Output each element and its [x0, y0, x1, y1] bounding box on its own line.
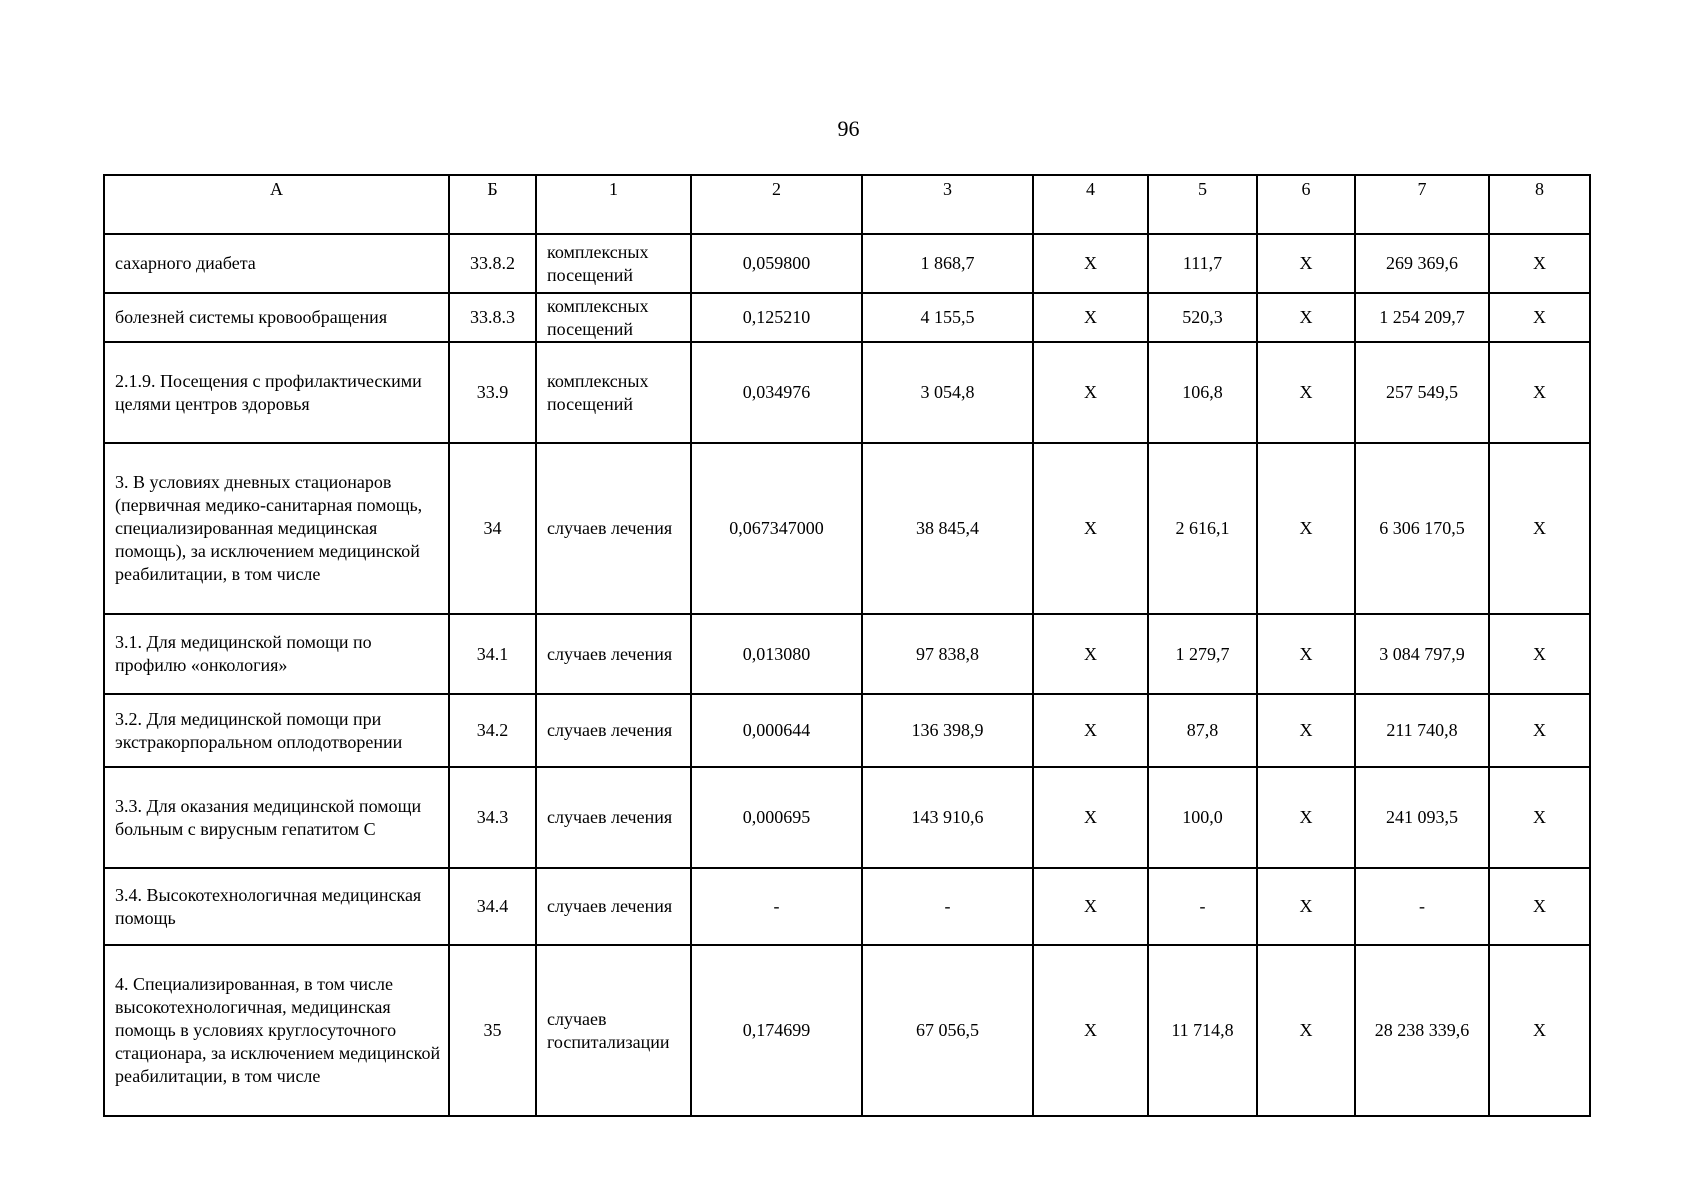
row-name: 3.2. Для медицинской помощи при экстракорпоральном оплодотворении — [104, 694, 449, 767]
header-cell: 3 — [862, 175, 1033, 234]
row-value: Х — [1257, 293, 1355, 342]
row-value: Х — [1033, 694, 1148, 767]
row-value: 4 155,5 — [862, 293, 1033, 342]
row-value: 0,000695 — [691, 767, 862, 868]
table-row — [104, 945, 1590, 1116]
row-value: 520,3 — [1148, 293, 1257, 342]
table-row — [104, 614, 1590, 694]
row-unit: случаев лечения — [536, 868, 691, 945]
row-name: сахарного диабета — [104, 234, 449, 293]
data-table — [103, 174, 1591, 1117]
row-value: Х — [1489, 342, 1590, 443]
row-code: 34.2 — [449, 694, 536, 767]
row-value: - — [862, 868, 1033, 945]
row-code: 34.3 — [449, 767, 536, 868]
row-name: 3.1. Для медицинской помощи по профилю «онкология» — [104, 614, 449, 694]
row-value: Х — [1489, 694, 1590, 767]
row-value: 0,125210 — [691, 293, 862, 342]
row-value: 11 714,8 — [1148, 945, 1257, 1116]
row-code: 33.8.3 — [449, 293, 536, 342]
row-value: 3 084 797,9 — [1355, 614, 1489, 694]
row-value: 0,174699 — [691, 945, 862, 1116]
table-row — [104, 342, 1590, 443]
row-value: 0,013080 — [691, 614, 862, 694]
row-value: 106,8 — [1148, 342, 1257, 443]
row-value: 269 369,6 — [1355, 234, 1489, 293]
row-name: 4. Специализированная, в том числе высокотехнологичная, медицинская помощь в условиях круглосуточного стационара, за исключением медицинской реабилитации, в том числе — [104, 945, 449, 1116]
row-code: 35 — [449, 945, 536, 1116]
table-row — [104, 293, 1590, 342]
row-value: 1 868,7 — [862, 234, 1033, 293]
row-value: 1 254 209,7 — [1355, 293, 1489, 342]
row-value: Х — [1257, 443, 1355, 614]
row-code: 34.4 — [449, 868, 536, 945]
row-name: 3.3. Для оказания медицинской помощи больным с вирусным гепатитом С — [104, 767, 449, 868]
header-cell: 6 — [1257, 175, 1355, 234]
header-cell: Б — [449, 175, 536, 234]
row-value: Х — [1257, 945, 1355, 1116]
row-value: Х — [1033, 868, 1148, 945]
row-value: Х — [1489, 868, 1590, 945]
row-unit: случаев лечения — [536, 767, 691, 868]
row-value: 241 093,5 — [1355, 767, 1489, 868]
row-code: 34 — [449, 443, 536, 614]
row-value: 0,067347000 — [691, 443, 862, 614]
table-row — [104, 443, 1590, 614]
row-value: Х — [1489, 293, 1590, 342]
header-cell: 7 — [1355, 175, 1489, 234]
row-value: - — [1148, 868, 1257, 945]
header-cell: 1 — [536, 175, 691, 234]
row-value: Х — [1489, 945, 1590, 1116]
row-unit: случаев лечения — [536, 694, 691, 767]
row-value: Х — [1033, 342, 1148, 443]
row-unit: случаев лечения — [536, 443, 691, 614]
header-cell: 2 — [691, 175, 862, 234]
table-row — [104, 767, 1590, 868]
row-value: 1 279,7 — [1148, 614, 1257, 694]
row-code: 33.9 — [449, 342, 536, 443]
row-value: - — [691, 868, 862, 945]
row-value: Х — [1257, 614, 1355, 694]
row-unit: комплексных посещений — [536, 293, 691, 342]
header-row — [104, 175, 1590, 234]
row-value: Х — [1489, 614, 1590, 694]
table-row — [104, 694, 1590, 767]
row-value: Х — [1489, 234, 1590, 293]
header-cell: 8 — [1489, 175, 1590, 234]
row-value: Х — [1257, 234, 1355, 293]
row-value: Х — [1257, 767, 1355, 868]
row-value: - — [1355, 868, 1489, 945]
table-row — [104, 868, 1590, 945]
row-value: 257 549,5 — [1355, 342, 1489, 443]
row-value: Х — [1033, 234, 1148, 293]
row-name: 3.4. Высокотехнологичная медицинская помощь — [104, 868, 449, 945]
row-value: 2 616,1 — [1148, 443, 1257, 614]
row-value: 38 845,4 — [862, 443, 1033, 614]
row-unit: комплексных посещений — [536, 234, 691, 293]
row-value: Х — [1033, 945, 1148, 1116]
row-name: болезней системы кровообращения — [104, 293, 449, 342]
row-code: 33.8.2 — [449, 234, 536, 293]
row-value: 0,000644 — [691, 694, 862, 767]
row-value: 97 838,8 — [862, 614, 1033, 694]
header-cell: 5 — [1148, 175, 1257, 234]
row-unit: случаев госпитализации — [536, 945, 691, 1116]
table-row — [104, 234, 1590, 293]
row-unit: комплексных посещений — [536, 342, 691, 443]
row-value: 28 238 339,6 — [1355, 945, 1489, 1116]
header-cell: 4 — [1033, 175, 1148, 234]
page-number: 96 — [837, 116, 860, 141]
row-name: 2.1.9. Посещения с профилактическими целями центров здоровья — [104, 342, 449, 443]
header-cell: А — [104, 175, 449, 234]
row-value: 3 054,8 — [862, 342, 1033, 443]
row-unit: случаев лечения — [536, 614, 691, 694]
row-value: 0,034976 — [691, 342, 862, 443]
row-code: 34.1 — [449, 614, 536, 694]
row-value: Х — [1033, 443, 1148, 614]
row-value: Х — [1257, 868, 1355, 945]
row-value: Х — [1489, 443, 1590, 614]
row-value: 100,0 — [1148, 767, 1257, 868]
row-value: 87,8 — [1148, 694, 1257, 767]
row-name: 3. В условиях дневных стационаров (первичная медико-санитарная помощь, специализированная медицинская помощь), за исключением медицинской реабилитации, в том числе — [104, 443, 449, 614]
row-value: 143 910,6 — [862, 767, 1033, 868]
row-value: Х — [1257, 694, 1355, 767]
row-value: 211 740,8 — [1355, 694, 1489, 767]
row-value: Х — [1033, 293, 1148, 342]
row-value: Х — [1489, 767, 1590, 868]
row-value: 0,059800 — [691, 234, 862, 293]
row-value: 6 306 170,5 — [1355, 443, 1489, 614]
row-value: 111,7 — [1148, 234, 1257, 293]
row-value: Х — [1033, 614, 1148, 694]
row-value: 67 056,5 — [862, 945, 1033, 1116]
row-value: Х — [1033, 767, 1148, 868]
row-value: Х — [1257, 342, 1355, 443]
row-value: 136 398,9 — [862, 694, 1033, 767]
